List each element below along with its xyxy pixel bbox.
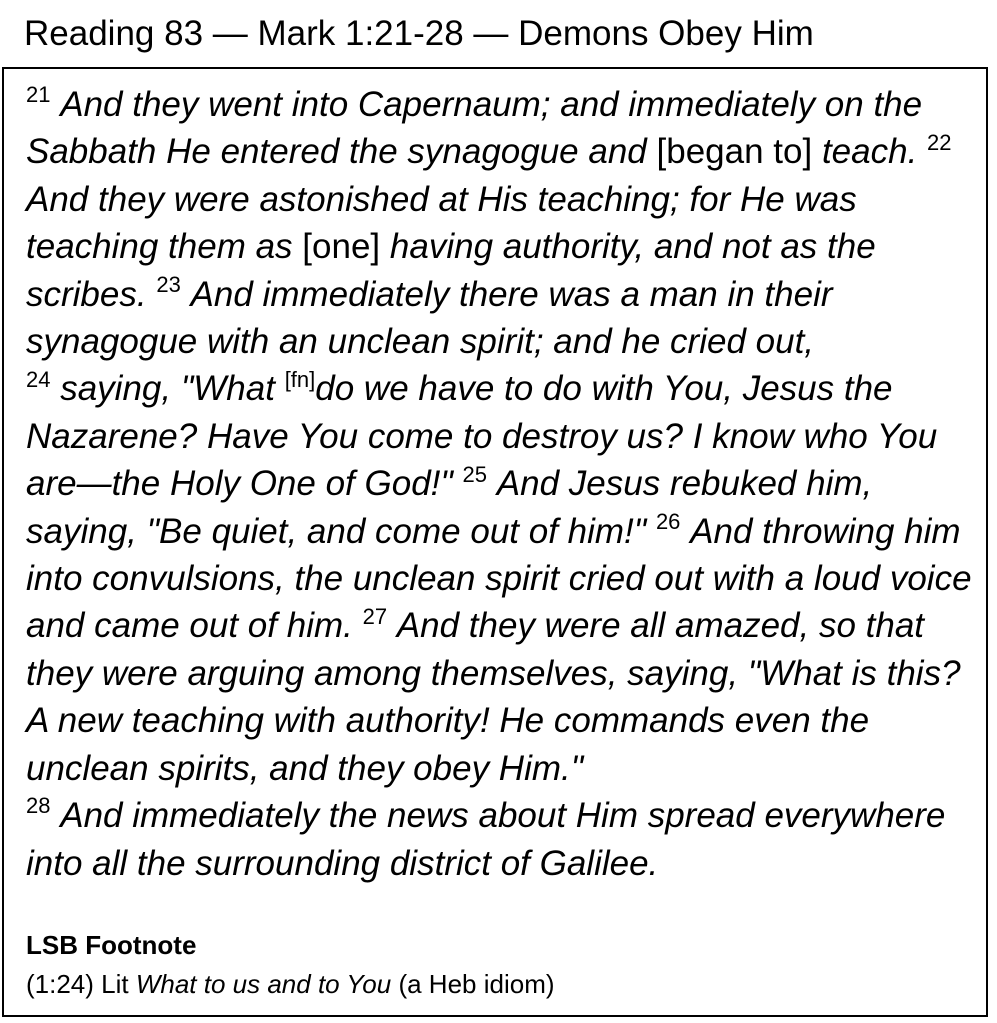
verse-number-23: 23 (156, 271, 181, 297)
verse-number-27: 27 (362, 603, 388, 629)
footnote-heading: LSB Footnote (26, 930, 197, 960)
verse-number-28: 28 (26, 793, 51, 819)
verse-22-supplied-word: [one] (302, 227, 381, 267)
passage-box (2, 67, 988, 1017)
scripture-passage (26, 81, 976, 887)
verse-21-text: And they went into Capernaum; and immediately on the Sabbath He entered the synagogue and (26, 85, 923, 172)
footnote-reference: (1:24) Lit (26, 969, 129, 999)
page-title: Reading 83 — Mark 1:21-28 — Demons Obey Him (24, 14, 814, 53)
verse-number-24: 24 (26, 366, 51, 392)
verse-number-21: 21 (26, 82, 51, 108)
verse-21-supplied-words: [began to] (656, 132, 813, 172)
footnote-literal-rendering: What to us and to You (135, 969, 392, 999)
footnote-marker[interactable]: [fn] (284, 366, 316, 392)
verse-24-text-end: do we have to do with You, Jesus the Nazarene? Have You come to destroy us? I know who You are—the Holy One of God!" (26, 369, 938, 504)
footnote-text (26, 968, 555, 1000)
verse-22-text-end: having authority, and not as the scribes. (26, 227, 876, 314)
verse-26-text: And throwing him into convulsions, the unclean spirit cried out with a loud voice and came out of him. (26, 511, 972, 646)
verse-number-26: 26 (655, 509, 681, 534)
verse-28-text: And immediately the news about Him spread everywhere into all the surrounding district of Galilee. (26, 796, 946, 883)
verse-27-text: And they were all amazed, so that they were arguing among themselves, saying, "What is this? A new teaching with authority! He commands even the unclean spirits, and they obey Him." (26, 606, 961, 788)
verse-24-text: saying, "What (60, 369, 275, 409)
verse-21-text-end: teach. (821, 132, 918, 172)
verse-number-25: 25 (462, 461, 488, 487)
verse-number-22: 22 (927, 129, 952, 155)
verse-22-text: And they were astonished at His teaching; for He was teaching them as (26, 179, 857, 267)
verse-25-text: And Jesus rebuked him, saying, "Be quiet, and come out of him!" (26, 464, 873, 551)
footnote-note: (a Heb idiom) (398, 969, 555, 999)
verse-23-text: And immediately there was a man in their synagogue with an unclean spirit; and he cried out, (26, 274, 833, 362)
